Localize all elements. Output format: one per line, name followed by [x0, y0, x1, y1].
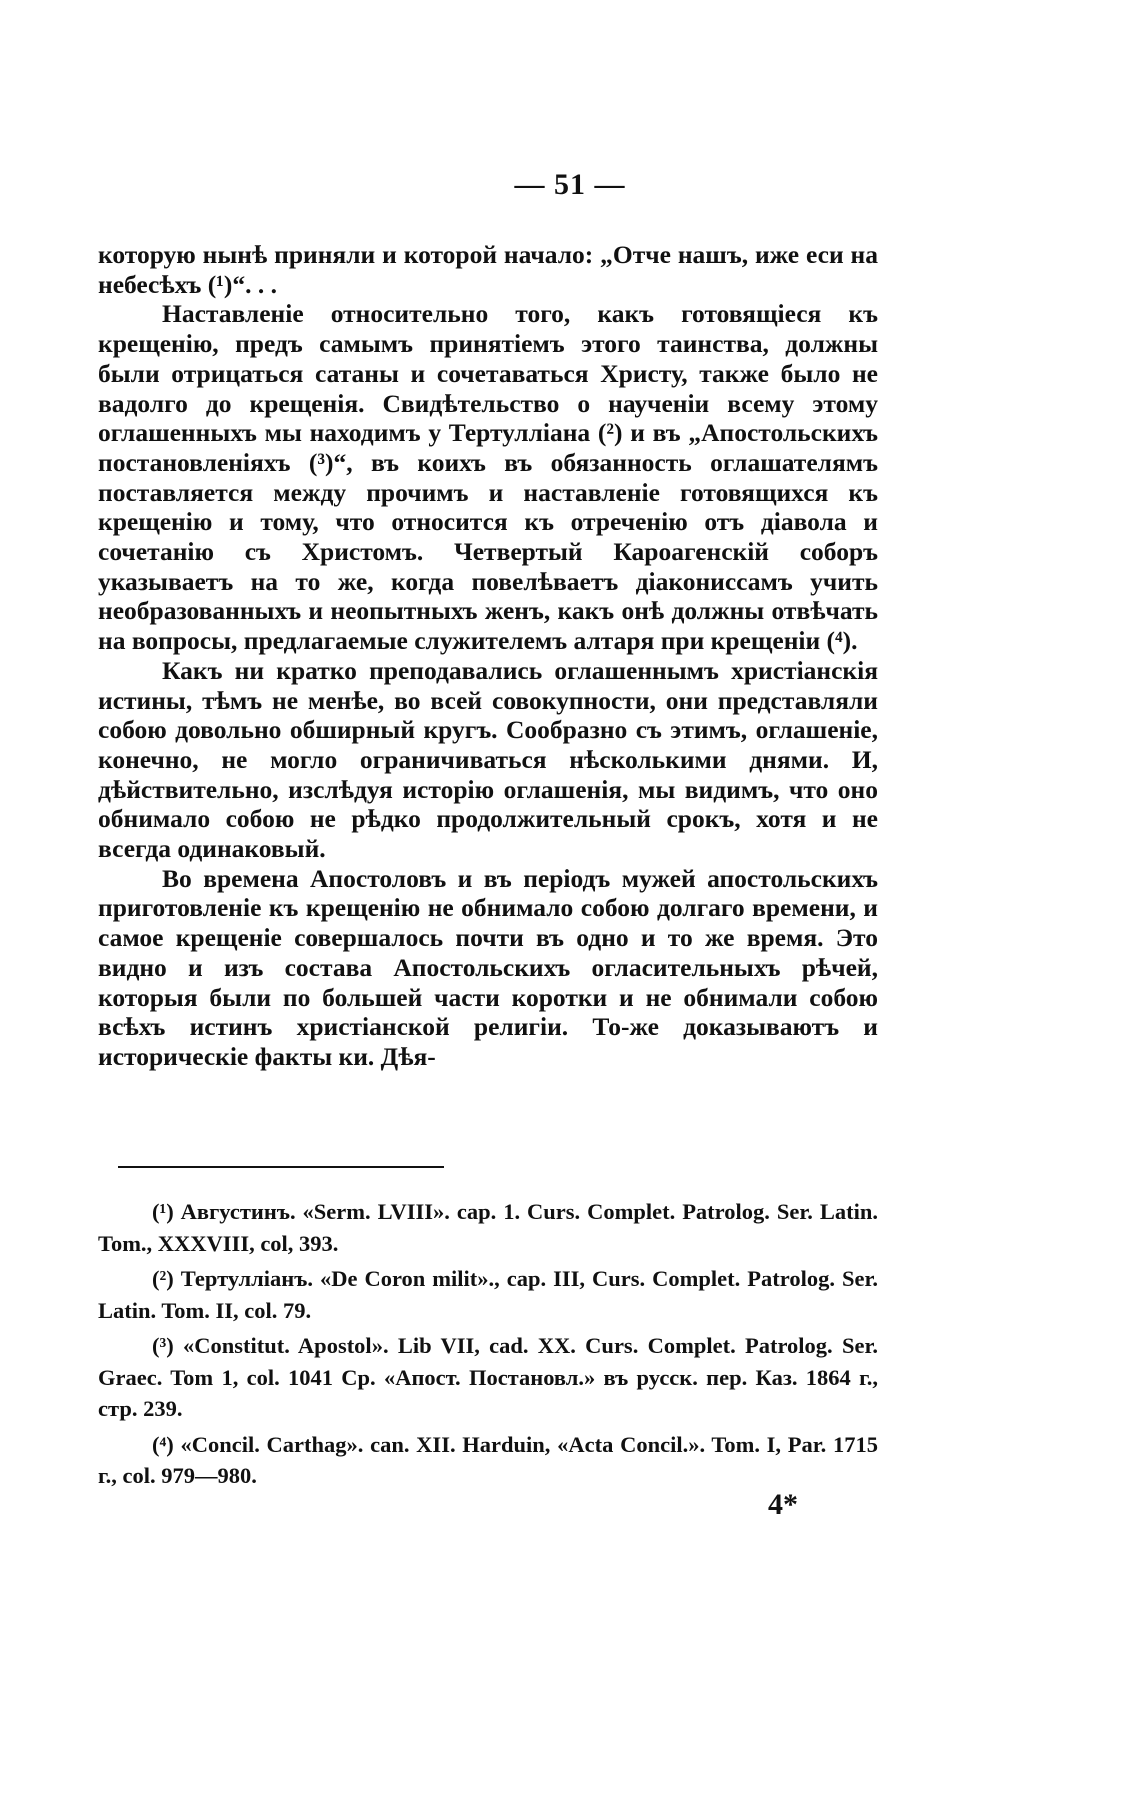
paragraph: Какъ ни кратко преподавались оглашеннымъ христіанскія истины, тѣмъ не менѣе, во всей совокупности, они представляли собою довольно обширный кругъ. Сообразно съ этимъ, оглашеніе, конечно, не могло ограничиваться нѣсколькими днями. И, дѣйствительно, изслѣдуя исторію оглашенія, мы видимъ, что оно обнимало собою не рѣдко продолжительный срокъ, хотя и не всегда одинаковый. — [98, 655, 878, 864]
main-text — [98, 240, 878, 1072]
footnote-separator — [118, 1166, 444, 1168]
footnote-2: (²) Тертулліанъ. «De Coron milit»., cap. III, Curs. Complet. Patrolog. Ser. Latin. Tom. II, col. 79. — [98, 1266, 878, 1323]
signature-mark: 4* — [768, 1488, 798, 1521]
footnote-3: (³) «Constitut. Apostol». Lib VII, cad. XX. Curs. Complet. Patrolog. Ser. Graec. Tom 1, col. 1041 Ср. «Апост. Постановл.» въ русск. пер. Каз. 1864 г., стр. 239. — [98, 1333, 878, 1421]
footnote-1: (¹) Августинъ. «Serm. LVIII». cap. 1. Curs. Complet. Patrolog. Ser. Latin. Tom., XXXVIII, col, 393. — [98, 1199, 878, 1256]
paragraph: Наставленіе относительно того, какъ готовящіеся къ крещенію, предъ самымъ принятіемъ этого таинства, должны были отрицаться сатаны и сочетаваться Христу, также было не вадолго до крещенія. Свидѣтельство о наученіи всему этому оглашенныхъ мы находимъ у Тертулліана (²) и въ „Апостольскихъ постановленіяхъ (³)“, въ коихъ въ обязанность оглашателямъ поставляется между прочимъ и наставленіе готовящихся къ крещенію и тому, что относится къ отреченію отъ діавола и сочетанію съ Христомъ. Четвертый Кароагенскій соборъ указываетъ на то же, когда повелѣваетъ діакониссамъ учить необразованныхъ и неопытныхъ женъ, какъ онѣ должны отвѣчать на вопросы, предлагаемые служителемъ алтаря при крещеніи (⁴). — [98, 299, 878, 656]
footnote-4: (⁴) «Concil. Carthag». can. XII. Harduin, «Acta Concil.». Tom. I, Par. 1715 г., col. 979—980. — [98, 1431, 878, 1488]
footnotes — [98, 1196, 878, 1496]
paragraph-continuation: которую нынѣ приняли и которой начало: „Отче нашъ, иже еси на небесѣхъ (¹)“. . . — [98, 240, 878, 299]
page-number: — 51 — — [514, 168, 626, 201]
paragraph: Во времена Апостоловъ и въ періодъ мужей апостольскихъ приготовленіе къ крещенію не обнимало собою долгаго времени, и самое крещеніе совершалось почти въ одно и то же время. Это видно и изъ состава Апостольскихъ огласительныхъ рѣчей, которыя были по большей части коротки и не обнимали собою всѣхъ истинъ христіанской религіи. То-же доказываютъ и историческіе факты ки. Дѣя- — [98, 863, 878, 1071]
